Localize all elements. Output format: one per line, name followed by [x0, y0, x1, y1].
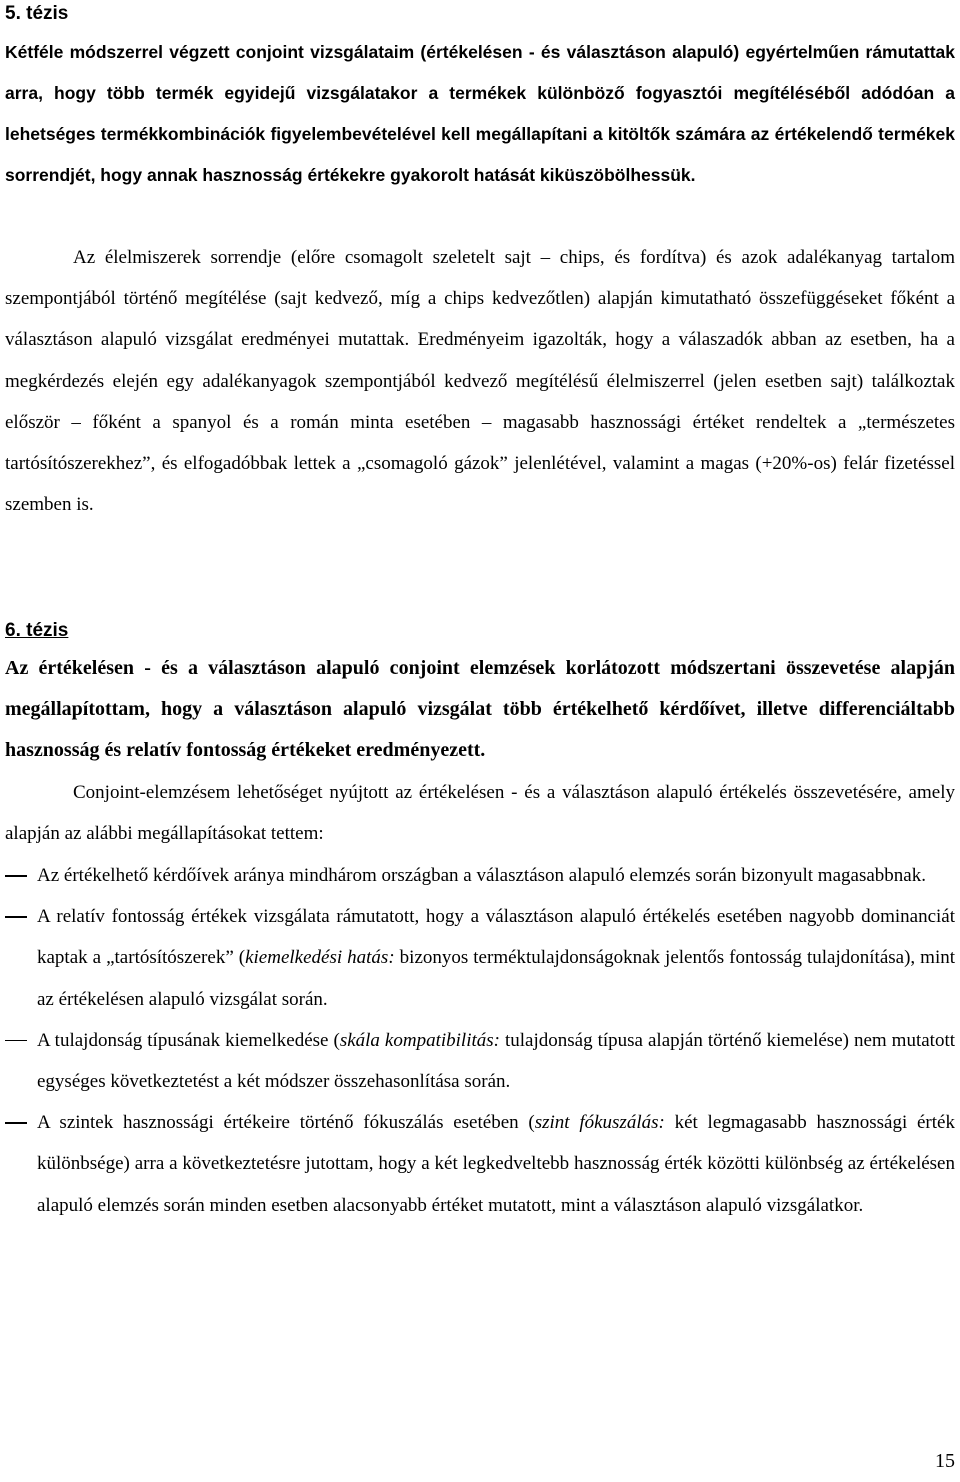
list-item-text: A tulajdonság típusának kiemelkedése (	[37, 1029, 340, 1051]
list-item	[5, 855, 955, 896]
list-item	[5, 1020, 955, 1102]
thesis-6-statement: Az értékelésen - és a választáson alapuló conjoint elemzések korlátozott módszertani összevetése alapján megállapítottam, hogy a választáson alapuló vizsgálat több értékelhető kérdőívet, illetve differenciáltabb hasznosság és relatív fontosság értékeket eredményezett.	[5, 657, 955, 761]
thesis-6-intro: Conjoint-elemzésem lehetőséget nyújtott az értékelésen - és a választáson alapuló értékelés összevetésére, amely alapján az alábbi megállapításokat tettem:	[5, 782, 955, 845]
list-item-text: két legmagasabb hasznossági érték különbsége) arra a következtetésre jutottam, hogy a két legkedveltebb hasznosság érték közötti különbség az értékelésen alapuló elemzés során minden esetben alacsonyabb értéket mutatott, mint a választáson alapuló vizsgálatkor.	[37, 1112, 955, 1216]
list-item-text: tulajdonság típusa alapján történő kiemelése) nem mutatott egységes következtetést a két módszer összehasonlítása során.	[37, 1029, 956, 1093]
list-item-term: skála kompatibilitás:	[339, 1029, 500, 1051]
thesis-6-heading: 6. tézis	[5, 620, 69, 641]
list-item-text: A relatív fontosság értékek vizsgálata rámutatott, hogy a választáson alapuló értékelés esetében nagyobb dominanciát kaptak a „tartósítószerek” (	[37, 906, 955, 969]
dash-bullet-icon	[5, 1040, 27, 1042]
findings-list	[5, 855, 955, 1226]
dash-bullet-icon	[5, 875, 27, 877]
list-item	[5, 1102, 955, 1226]
list-item-term: szint fókuszálás:	[534, 1112, 665, 1134]
list-item-text: bizonyos terméktulajdonságoknak jelentős fontosság tulajdonítása), mint az értékelésen alapuló vizsgálat során.	[37, 947, 956, 1010]
list-item	[5, 896, 955, 1020]
dash-bullet-icon	[5, 1122, 27, 1124]
dash-bullet-icon	[5, 916, 27, 918]
list-item-term: kiemelkedési hatás:	[245, 947, 395, 969]
page-number: 15	[935, 1450, 955, 1472]
list-item-text: A szintek hasznossági értékeire történő fókuszálás esetében (	[37, 1112, 535, 1134]
thesis-5-heading: 5. tézis	[5, 3, 69, 24]
thesis-5-statement: Kétféle módszerrel végzett conjoint vizsgálataim (értékelésen - és választáson alapuló) egyértelműen rámutattak arra, hogy több termék egyidejű vizsgálatakor a termékek különböző fogyasztói megítéléséből adódóan a lehetséges termékkombinációk figyelembevételével kell megállapítani a kitöltők számára az értékelendő termékek sorrendjét, hogy annak hasznosság értékekre gyakorolt hatását kiküszöbölhessük.	[5, 42, 955, 185]
list-item-text: Az értékelhető kérdőívek aránya mindhárom országban a választáson alapuló elemzés során bizonyult magasabbnak.	[37, 865, 926, 886]
thesis-5-explanation: Az élelmiszerek sorrendje (előre csomagolt szeletelt sajt – chips, és fordítva) és azok adalékanyag tartalom szempontjából történő megítélése (sajt kedvező, míg a chips kedvezőtlen) alapján kimutatható összefüggéseket főként a választáson alapuló vizsgálat eredményei mutattak. Eredményeim igazolták, hogy a válaszadók abban az esetben, ha a megkérdezés elején egy adalékanyagok szempontjából kedvező megítélésű élelmiszerrel (jelen esetben sajt) találkoztak először – főként a spanyol és a román minta esetében – magasabb hasznossági értéket rendeltek a „természetes tartósítószerekhez”, és elfogadóbbak lettek a „csomagoló gázok” jelenlétével, valamint a magas (+20%-os) felár fizetéssel szemben is.	[5, 247, 955, 516]
